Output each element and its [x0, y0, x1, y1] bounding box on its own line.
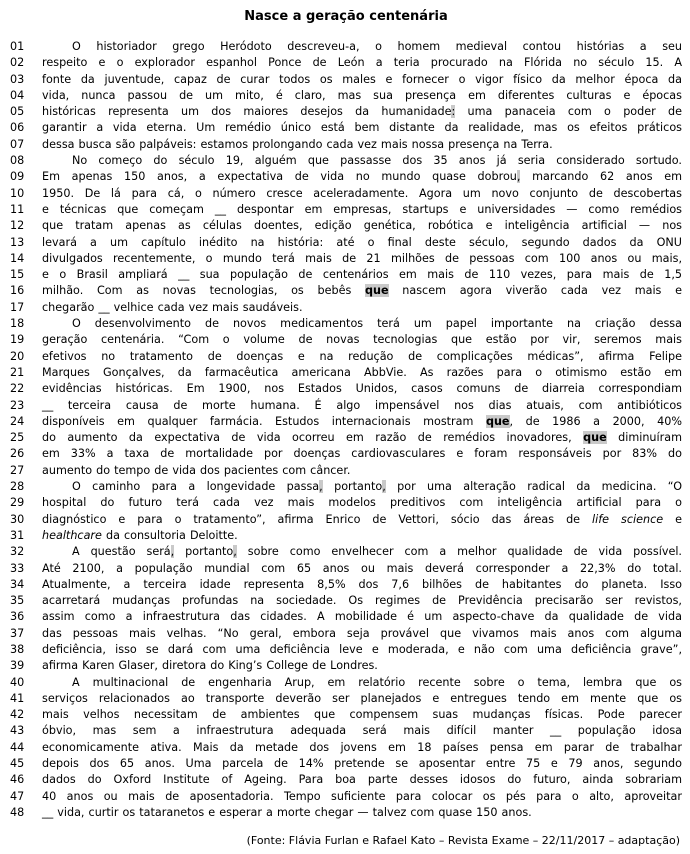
- line-number: 22: [10, 382, 25, 396]
- line-number: 27: [10, 463, 25, 477]
- line-text: [42, 235, 682, 251]
- line-text: [42, 528, 682, 544]
- text-segment: deficiência, isso se dará com uma deficiência leve e moderada, e não com uma deficiência grave”,: [42, 642, 682, 656]
- line-number: 05: [10, 105, 25, 119]
- line-number: 23: [10, 398, 25, 412]
- line-number: 38: [10, 642, 25, 656]
- line-text: [42, 495, 682, 511]
- line-text: [42, 463, 682, 479]
- text-segment: economicamente ativa. Mais da metade dos jovens em 18 países pensa em parar de trabalhar: [42, 740, 682, 754]
- line-number: 30: [10, 512, 25, 526]
- line-number: 39: [10, 659, 25, 673]
- line-text: [42, 675, 682, 691]
- text-line: [10, 479, 682, 495]
- text-line: [10, 691, 682, 707]
- text-line: [10, 756, 682, 772]
- text-line: [10, 316, 682, 332]
- text-segment: aumento do tempo de vida dos pacientes com câncer.: [42, 463, 351, 477]
- line-number: 25: [10, 431, 25, 445]
- line-number: 35: [10, 594, 25, 608]
- text-line: [10, 528, 682, 544]
- line-number: 32: [10, 545, 25, 559]
- line-text: [42, 609, 682, 625]
- text-segment: No começo do século 19, alguém que passasse dos 35 anos já seria considerado sortudo.: [72, 154, 682, 168]
- highlighted-punctuation: ,: [233, 545, 237, 559]
- line-text: [42, 740, 682, 756]
- text-segment: assim como a infraestrutura das cidades. A mobilidade é um aspecto-chave da qualidade de vida: [42, 610, 682, 624]
- line-number: 46: [10, 773, 25, 787]
- text-segment: diminuíram: [606, 431, 682, 445]
- text-line: [10, 593, 682, 609]
- text-line: [10, 300, 682, 316]
- line-text: [42, 658, 682, 674]
- text-line: [10, 561, 682, 577]
- line-text: [42, 88, 682, 104]
- highlighted-punctuation: ,: [319, 480, 323, 494]
- line-text: [42, 316, 682, 332]
- text-segment: levará a um capítulo inédito na história: até o final deste século, segundo dados da ONU: [42, 235, 682, 249]
- text-segment: A multinacional de engenharia Arup, em relatório recente sobre o tema, lembra que os: [72, 675, 682, 689]
- text-line: [10, 251, 682, 267]
- text-segment: divulgados recentemente, o mundo terá mais de 21 milhões de pessoas com 100 anos ou mais,: [42, 251, 682, 265]
- line-text: [42, 577, 682, 593]
- line-number: 14: [10, 251, 25, 265]
- line-text: [42, 104, 682, 120]
- text-line: [10, 675, 682, 691]
- line-text: [42, 772, 682, 788]
- highlighted-punctuation: :: [451, 105, 456, 119]
- text-segment: das pessoas mais velhas. “No geral, embora seja provável que vivamos mais anos com alguma: [42, 626, 682, 640]
- line-number: 34: [10, 577, 25, 591]
- highlighted-word: que: [583, 431, 607, 445]
- text-line: [10, 137, 682, 153]
- line-text: [42, 186, 682, 202]
- line-number: 47: [10, 789, 25, 803]
- text-line: [10, 365, 682, 381]
- text-line: [10, 414, 682, 430]
- line-text: [42, 398, 682, 414]
- text-segment: disponíveis em qualquer farmácia. Estudos internacionais mostram: [42, 414, 486, 428]
- line-number: 44: [10, 740, 25, 754]
- line-text: [42, 251, 682, 267]
- line-number: 03: [10, 72, 25, 86]
- text-segment: geração centenária. “Com o volume de novas tecnologias que estão por vir, seremos mais: [42, 333, 682, 347]
- text-segment: , de 1986 a 2000, 40%: [509, 414, 683, 428]
- line-text: [42, 512, 682, 528]
- text-segment: uma panaceia com o poder de: [455, 105, 682, 119]
- line-text: [42, 153, 682, 169]
- line-text: [42, 723, 682, 739]
- text-line: [10, 626, 682, 642]
- text-segment: A questão será: [72, 545, 171, 559]
- text-line: [10, 169, 682, 185]
- line-number: 28: [10, 480, 25, 494]
- text-line: [10, 283, 682, 299]
- text-segment: em 33% a taxa de mortalidade por doenças cardiovasculares e foram responsáveis por 83% do: [42, 447, 682, 461]
- line-number: 24: [10, 414, 25, 428]
- line-text: [42, 137, 682, 153]
- line-number: 48: [10, 805, 25, 819]
- text-segment: e técnicas que começam __ despontar em empresas, startups e universidades — como remédios: [42, 202, 682, 216]
- text-segment: vida, nunca passou de um mito, é claro, mas sua presença em diferentes culturas e épocas: [42, 88, 682, 102]
- text-line: [10, 381, 682, 397]
- line-number: 41: [10, 691, 25, 705]
- text-line: [10, 772, 682, 788]
- page-title: Nasce a geração centenária: [244, 9, 448, 24]
- text-segment: da consultoria Deloitte.: [101, 528, 238, 542]
- line-number: 02: [10, 56, 25, 70]
- line-number: 11: [10, 202, 25, 216]
- highlighted-punctuation: ,: [382, 480, 386, 494]
- text-segment: Atualmente, a terceira idade representa 8,5% dos 7,6 bilhões de habitantes do planeta. Isso: [42, 577, 682, 591]
- text-line: [10, 609, 682, 625]
- line-number: 40: [10, 675, 25, 689]
- text-line: [10, 577, 682, 593]
- text-segment: portanto: [174, 545, 234, 559]
- line-text: [42, 202, 682, 218]
- text-segment: por uma alteração radical da medicina. “O: [385, 480, 683, 494]
- text-line: [10, 235, 682, 251]
- line-number: 15: [10, 268, 25, 282]
- line-text: [42, 561, 682, 577]
- document-lines: [10, 39, 682, 821]
- text-segment: sobre como envelhecer com a melhor qualidade de vida possível.: [236, 545, 682, 559]
- line-number: 45: [10, 757, 25, 771]
- text-segment: marcando 62 anos em: [520, 170, 683, 184]
- line-text: [42, 72, 682, 88]
- line-number: 29: [10, 496, 25, 510]
- line-number: 06: [10, 121, 25, 135]
- text-line: [10, 186, 682, 202]
- line-text: [42, 169, 682, 185]
- text-segment: Em apenas 150 anos, a expectativa de vida no mundo quase dobrou: [42, 170, 517, 184]
- text-segment: __ vida, curtir os tataranetos e esperar a morte chegar — talvez com quase 150 anos.: [42, 805, 532, 819]
- text-segment: nascem agora viverão cada vez mais e: [388, 284, 682, 298]
- text-line: [10, 707, 682, 723]
- text-line: [10, 430, 682, 446]
- line-number: 07: [10, 137, 25, 151]
- text-segment: efetivos no tratamento de doenças e na redução de complicações médicas”, afirma Felipe: [42, 349, 682, 363]
- text-segment: evidências históricas. Em 1900, nos Estados Unidos, casos comuns de diarreia correspondiam: [42, 382, 682, 396]
- line-text: [42, 267, 682, 283]
- text-line: [10, 72, 682, 88]
- line-number: 18: [10, 317, 25, 331]
- line-number: 13: [10, 235, 25, 249]
- text-line: [10, 218, 682, 234]
- text-segment: e: [663, 512, 682, 526]
- text-segment: depois dos 65 anos. Uma parcela de 14% pretende se aposentar entre 75 e 79 anos, segundo: [42, 757, 682, 771]
- text-segment: e o Brasil ampliará __ sua população de centenários em mais de 110 vezes, para mais de 1,5: [42, 268, 682, 282]
- line-number: 42: [10, 708, 25, 722]
- text-line: [10, 153, 682, 169]
- line-text: [42, 430, 682, 446]
- highlighted-punctuation: ,: [170, 545, 175, 559]
- text-segment: mais velhos necessitam de ambientes que compensem suas mudanças físicas. Pode parecer: [42, 708, 682, 722]
- line-number: 20: [10, 349, 25, 363]
- text-segment: que tratam apenas as células doentes, edição genética, robótica e inteligência artificial — nos: [42, 219, 682, 233]
- line-number: 10: [10, 186, 25, 200]
- text-segment: diagnóstico e para o tratamento”, afirma Enrico de Vettori, sócio das áreas de: [42, 512, 593, 526]
- line-text: [42, 691, 682, 707]
- text-line: [10, 544, 682, 560]
- line-number: 12: [10, 219, 25, 233]
- line-number: 19: [10, 333, 25, 347]
- line-text: [42, 593, 682, 609]
- line-number: 01: [10, 40, 25, 53]
- text-segment: respeito e o explorador espanhol Ponce de León a teria procurado na Flórida no século 15. A: [42, 56, 682, 70]
- text-segment: do aumento da expectativa de vida ocorreu em razão de remédios inovadores,: [42, 431, 584, 445]
- text-segment: __ terceira causa de morte humana. É algo impensável nos dias atuais, com antibióticos: [42, 398, 682, 412]
- text-line: [10, 202, 682, 218]
- text-segment: serviços relacionados ao transporte deverão ser planejados e entregues tendo em mente que os: [42, 691, 682, 705]
- text-line: [10, 512, 682, 528]
- text-line: [10, 740, 682, 756]
- text-segment: 40 anos ou mais de aposentadoria. Tempo suficiente para colocar os pés para o alto, aproveitar: [42, 789, 682, 803]
- line-number: 37: [10, 626, 25, 640]
- line-number: 16: [10, 284, 25, 298]
- text-segment: dessa busca são palpáveis: estamos prolongando cada vez mais nossa presença na Terra.: [42, 137, 553, 151]
- line-number: 09: [10, 170, 25, 184]
- italic-term: healthcare: [42, 528, 102, 542]
- line-text: [42, 283, 682, 299]
- italic-term: life science: [592, 512, 664, 526]
- text-segment: O historiador grego Heródoto descreveu-a, o homem medieval contou histórias a seu: [72, 40, 682, 53]
- line-text: [42, 365, 682, 381]
- text-line: [10, 349, 682, 365]
- text-line: [10, 495, 682, 511]
- text-segment: óbvio, mas sem a infraestrutura adequada será mais difícil manter __ população idosa: [42, 724, 682, 738]
- text-line: [10, 88, 682, 104]
- text-line: [10, 398, 682, 414]
- line-text: [42, 300, 682, 316]
- text-line: [10, 267, 682, 283]
- line-number: 36: [10, 610, 25, 624]
- text-segment: Até 2100, a população mundial com 65 anos ou mais deverá corresponder a 22,3% do total.: [42, 561, 682, 575]
- line-number: 31: [10, 528, 25, 542]
- line-text: [42, 756, 682, 772]
- line-number: 17: [10, 300, 25, 314]
- text-segment: afirma Karen Glaser, diretora do King’s College de Londres.: [42, 659, 378, 673]
- text-segment: acarretará mudanças profundas na sociedade. Os regimes de Previdência precisarão ser revistos,: [42, 594, 682, 608]
- line-text: [42, 218, 682, 234]
- line-text: [42, 805, 682, 821]
- text-segment: fonte da juventude, capaz de curar todos os males e fornecer o vigor físico da melhor época da: [42, 72, 682, 86]
- line-text: [42, 707, 682, 723]
- line-number: 08: [10, 154, 25, 168]
- highlighted-word: que: [365, 284, 389, 298]
- line-text: [42, 414, 682, 430]
- text-line: [10, 446, 682, 462]
- text-segment: O caminho para a longevidade passa: [72, 480, 320, 494]
- text-line: [10, 723, 682, 739]
- text-segment: garantir a vida eterna. Um remédio único está bem distante da realidade, mas os efeitos práticos: [42, 121, 682, 135]
- line-text: [42, 626, 682, 642]
- line-number: 33: [10, 561, 25, 575]
- source-citation: (Fonte: Flávia Furlan e Rafael Kato – Revista Exame – 22/11/2017 – adaptação): [246, 834, 680, 848]
- text-line: [10, 332, 682, 348]
- text-segment: 1950. De lá para cá, o número cresce aceleradamente. Agora um novo conjunto de descobertas: [42, 186, 682, 200]
- highlighted-punctuation: ,: [516, 170, 521, 184]
- text-segment: Marques Gonçalves, da farmacêutica americana AbbVie. As razões para o otimismo estão em: [42, 365, 682, 379]
- text-segment: históricas representa um dos maiores desejos da humanidade: [42, 105, 452, 119]
- line-text: [42, 544, 682, 560]
- text-line: [10, 805, 682, 821]
- line-number: 43: [10, 724, 25, 738]
- line-text: [42, 789, 682, 805]
- line-text: [42, 55, 682, 71]
- text-line: [10, 120, 682, 136]
- line-text: [42, 39, 682, 55]
- line-text: [42, 381, 682, 397]
- text-line: [10, 789, 682, 805]
- text-segment: hospital do futuro terá cada vez mais modelos preditivos com inteligência artificial para o: [42, 496, 682, 510]
- line-number: 21: [10, 365, 25, 379]
- text-segment: dados do Oxford Institute of Ageing. Para boa parte desses idosos do futuro, ainda sobrariam: [42, 773, 682, 787]
- highlighted-word: que: [485, 414, 510, 428]
- text-line: [10, 39, 682, 55]
- line-text: [42, 446, 682, 462]
- line-text: [42, 642, 682, 658]
- line-text: [42, 120, 682, 136]
- text-segment: chegarão __ velhice cada vez mais saudáveis.: [42, 300, 303, 314]
- line-text: [42, 332, 682, 348]
- line-number: 04: [10, 88, 25, 102]
- text-line: [10, 55, 682, 71]
- line-number: 26: [10, 447, 25, 461]
- line-text: [42, 349, 682, 365]
- text-segment: O desenvolvimento de novos medicamentos terá um papel importante na criação dessa: [72, 317, 682, 331]
- text-segment: milhão. Com as novas tecnologias, os bebês: [42, 284, 365, 298]
- text-segment: portanto: [322, 480, 383, 494]
- text-line: [10, 463, 682, 479]
- text-line: [10, 658, 682, 674]
- line-text: [42, 479, 682, 495]
- text-line: [10, 642, 682, 658]
- text-line: [10, 104, 682, 120]
